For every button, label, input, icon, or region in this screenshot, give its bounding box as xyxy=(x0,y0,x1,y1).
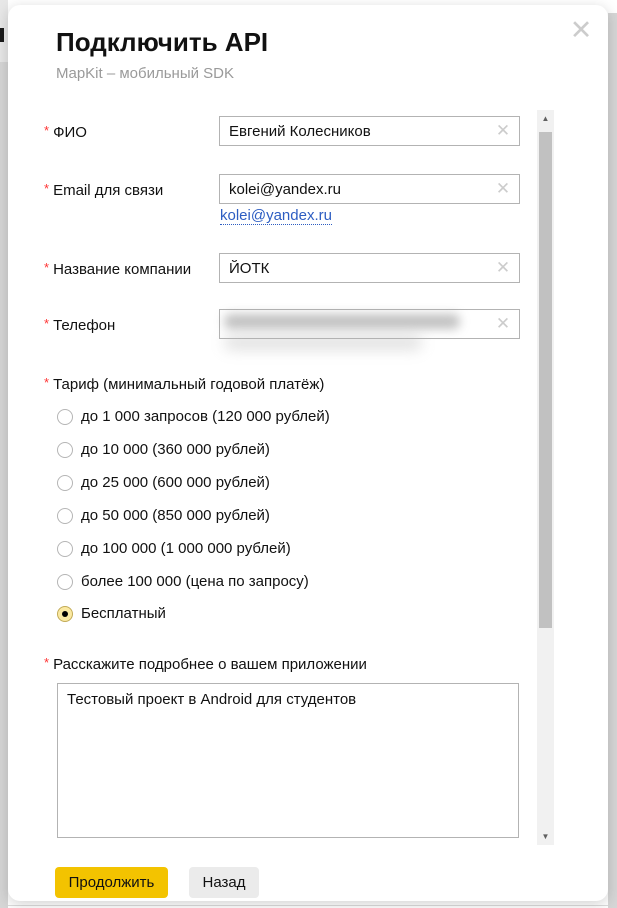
fio-input[interactable] xyxy=(219,116,520,146)
tariff-radio-1[interactable] xyxy=(57,442,73,458)
about-textarea[interactable] xyxy=(57,683,519,838)
tariff-radio-3[interactable] xyxy=(57,508,73,524)
required-asterisk: * xyxy=(44,123,50,138)
email-input[interactable] xyxy=(219,174,520,204)
back-button[interactable]: Назад xyxy=(189,867,259,898)
required-asterisk: * xyxy=(44,260,50,275)
background-page-right xyxy=(608,13,617,908)
phone-label: * Телефон xyxy=(44,316,116,334)
fio-field xyxy=(219,116,520,146)
modal-subtitle: MapKit – мобильный SDK xyxy=(56,65,235,82)
connect-api-modal xyxy=(8,5,608,901)
tariff-radio-4[interactable] xyxy=(57,541,73,557)
background-page-fragment xyxy=(0,28,4,42)
tariff-label: * Тариф (минимальный годовой платёж) xyxy=(44,375,325,393)
email-suggestion-link[interactable]: kolei@yandex.ru xyxy=(220,207,332,224)
email-label: * Email для связи xyxy=(44,181,164,199)
tariff-option-label[interactable]: до 10 000 (360 000 рублей) xyxy=(81,441,270,458)
clear-icon[interactable]: ✕ xyxy=(495,258,511,277)
tariff-radio-0[interactable] xyxy=(57,409,73,425)
about-field xyxy=(57,683,519,838)
background-page-left-lower xyxy=(0,62,8,908)
tariff-radio-2[interactable] xyxy=(57,475,73,491)
about-label: * Расскажите подробнее о вашем приложении xyxy=(44,655,367,673)
company-field xyxy=(219,253,520,283)
scrollbar-thumb[interactable] xyxy=(539,132,552,628)
scroll-down-icon[interactable]: ▼ xyxy=(537,828,554,845)
tariff-option-label[interactable]: до 100 000 (1 000 000 рублей) xyxy=(81,540,291,557)
email-field xyxy=(219,174,520,204)
continue-button[interactable]: Продолжить xyxy=(55,867,168,898)
company-label: * Название компании xyxy=(44,260,192,278)
tariff-option-label[interactable]: более 100 000 (цена по запросу) xyxy=(81,573,309,590)
phone-redacted-smudge xyxy=(224,335,422,350)
required-asterisk: * xyxy=(44,181,50,196)
company-input[interactable] xyxy=(219,253,520,283)
tariff-radio-5[interactable] xyxy=(57,574,73,590)
tariff-option-label[interactable]: до 25 000 (600 000 рублей) xyxy=(81,474,270,491)
page-title: Подключить API xyxy=(56,27,269,57)
required-asterisk: * xyxy=(44,655,50,670)
scrollbar-track[interactable] xyxy=(537,110,554,845)
background-page-bottom-line xyxy=(8,905,608,906)
scroll-up-icon[interactable]: ▲ xyxy=(537,110,554,127)
tariff-radio-6[interactable] xyxy=(57,606,73,622)
tariff-option-label[interactable]: до 50 000 (850 000 рублей) xyxy=(81,507,270,524)
close-icon[interactable]: ✕ xyxy=(569,15,593,45)
clear-icon[interactable]: ✕ xyxy=(495,121,511,140)
tariff-option-label[interactable]: до 1 000 запросов (120 000 рублей) xyxy=(81,408,330,425)
required-asterisk: * xyxy=(44,375,50,390)
tariff-option-label[interactable]: Бесплатный xyxy=(81,605,166,622)
required-asterisk: * xyxy=(44,316,50,331)
clear-icon[interactable]: ✕ xyxy=(495,314,511,333)
phone-redacted-value xyxy=(224,314,460,329)
fio-label: * ФИО xyxy=(44,123,87,141)
clear-icon[interactable]: ✕ xyxy=(495,179,511,198)
